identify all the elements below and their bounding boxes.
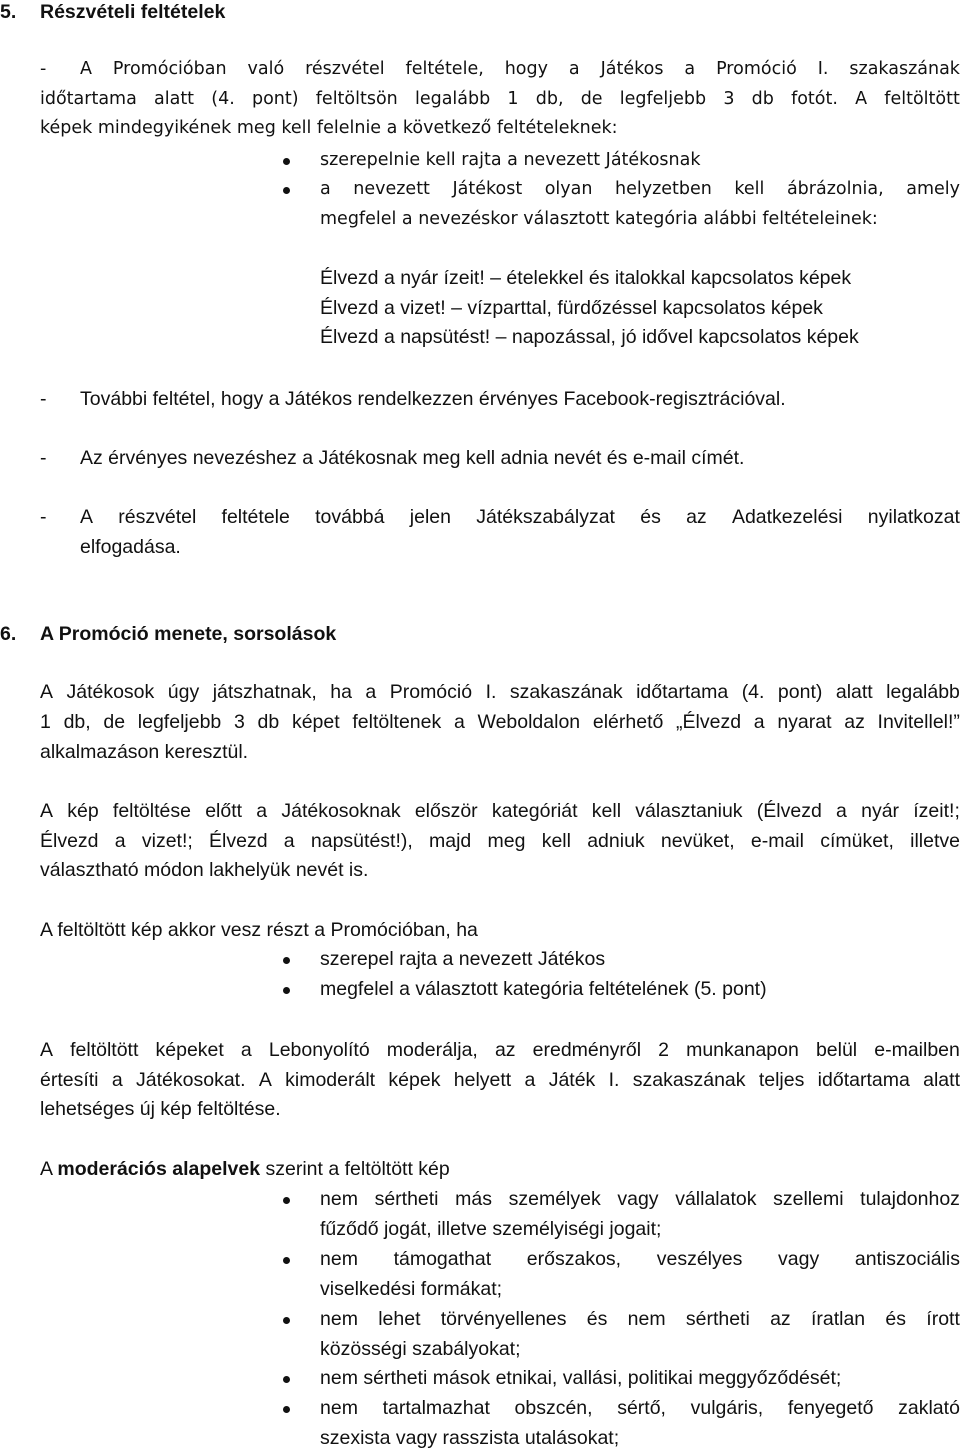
item-3: Az érvényes nevezéshez a Játékosnak meg kell adnia nevét és e-mail címét. [80,447,745,469]
item-1-line-1: A Promócióban való részvétel feltétele, hogy a Játékos a Promóció I. szakaszának [80,59,960,79]
bullet-icon [283,1406,290,1413]
bullet-2-cont: megfelel a nevezéskor választott kategória alábbi feltételeinek: [320,209,878,229]
mod-bullet-1-line-1: nem sértheti más személyek vagy vállalatok szellemi tulajdonhoz [320,1188,960,1210]
bullet-icon [283,1197,290,1204]
bullet-icon [283,987,290,994]
bullet-icon [283,1317,290,1324]
p4-line-3: lehetséges új kép feltöltése. [40,1098,281,1120]
mod-bullet-5-line-1: nem tartalmazhat obszcén, sértő, vulgáris, fenyegető zaklató [320,1397,960,1419]
p3-bullet-1: szerepel rajta a nevezett Játékos [320,948,606,970]
p2-line-2: Élvezd a vizet!; Élvezd a napsütést!), majd meg kell adniuk nevüket, e-mail címüket, illetve [40,830,960,852]
mod-bullet-3-line-1: nem lehet törvényellenes és nem sértheti az íratlan és írott [320,1308,960,1330]
section-6-title: A Promóció menete, sorsolások [40,623,337,645]
p5: A moderációs alapelvek szerint a feltöltött kép [40,1158,450,1180]
bullet-icon [283,187,290,194]
category-1: Élvezd a nyár ízeit! – ételekkel és italokkal kapcsolatos képek [320,267,852,289]
section-5-number: 5. [0,1,17,23]
p4-line-1: A feltöltött képeket a Lebonyolító moderálja, az eredményről 2 munkanapon belül e-mailben [40,1039,960,1061]
p2-line-1: A kép feltöltése előtt a Játékosoknak először kategóriát kell választaniuk (Élvezd a nyár ízeit!; [40,800,960,822]
mod-bullet-2-line-1: nem támogathat erőszakos, veszélyes vagy antiszociális [320,1248,960,1270]
mod-bullet-2-line-2: viselkedési formákat; [320,1278,503,1300]
p4-line-2: értesíti a Játékosokat. A kimoderált képek helyett a Játék I. szakaszának teljes időtartama alatt [40,1069,960,1091]
p1-line-2: 1 db, de legfeljebb 3 db képet feltöltenek a Weboldalon elérhető „Élvezd a nyarat az Invitellel!” [40,711,960,733]
bullet-2: a nevezett Játékost olyan helyzetben kell ábrázolnia, amely [320,179,960,199]
section-6-number: 6. [0,623,17,645]
item-1-line-3: képek mindegyikének meg kell felelnie a következő feltételeknek: [40,118,618,138]
bullet-icon [283,158,290,165]
section-5-title: Részvételi feltételek [40,1,226,23]
item-4-line-1: A részvétel feltétele továbbá jelen Játékszabályzat és az Adatkezelési nyilatkozat [80,506,960,528]
mod-bullet-4-line-1: nem sértheti mások etnikai, vallási, politikai meggyőződését; [320,1367,842,1389]
item-1-line-2: időtartama alatt (4. pont) feltöltsön legalább 1 db, de legfeljebb 3 db fotót. A feltöltött [40,89,960,109]
item-2: További feltétel, hogy a Játékos rendelkezzen érvényes Facebook-regisztrációval. [80,388,786,410]
mod-bullet-5-line-2: szexista vagy rasszista utalásokat; [320,1427,620,1449]
p1-line-1: A Játékosok úgy játszhatnak, ha a Promóció I. szakaszának időtartama (4. pont) alatt legalább [40,681,960,703]
item-4-line-2: elfogadása. [80,536,181,558]
bullet-icon [283,1376,290,1383]
category-2: Élvezd a vizet! – vízparttal, fürdőzéssel kapcsolatos képek [320,297,823,319]
category-3: Élvezd a napsütést! – napozással, jó idővel kapcsolatos képek [320,326,859,348]
p3: A feltöltött kép akkor vesz részt a Promócióban, ha [40,919,478,941]
p2-line-3: választható módon lakhelyük nevét is. [40,859,369,881]
bullet-icon [283,957,290,964]
dash-4: - [40,506,47,528]
mod-bullet-3-line-2: közösségi szabályokat; [320,1338,521,1360]
dash-2: - [40,388,47,410]
bullet-icon [283,1257,290,1264]
bullet-1: szerepelnie kell rajta a nevezett Játékosnak [320,150,701,170]
p3-bullet-2: megfelel a választott kategória feltételének (5. pont) [320,978,767,1000]
mod-bullet-1-line-2: fűződő jogát, illetve személyiségi jogait; [320,1218,662,1240]
p1-line-3: alkalmazáson keresztül. [40,741,249,763]
dash-3: - [40,447,47,469]
dash-1: - [40,59,47,79]
